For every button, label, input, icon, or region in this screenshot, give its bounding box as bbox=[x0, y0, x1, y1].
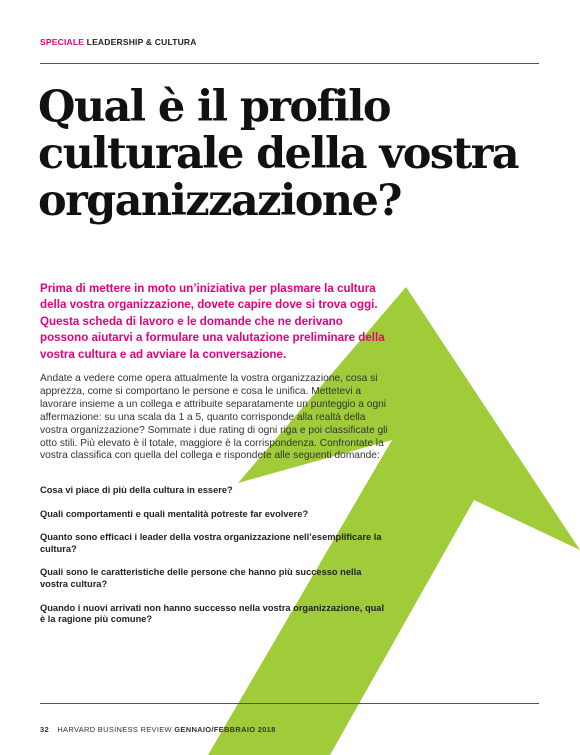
section-label bbox=[40, 37, 197, 47]
publication-name: HARVARD BUSINESS REVIEW bbox=[57, 725, 172, 734]
question-item: Quali sono le caratteristiche delle persone che hanno più successo nella vostra cultura? bbox=[40, 567, 362, 589]
question-item: Quanto sono efficaci i leader della vostra organizzazione nell’esemplificare la cultura? bbox=[40, 532, 382, 554]
title-line-1: Qual è il profilo bbox=[38, 82, 390, 132]
lead-paragraph: Prima di mettere in moto un’iniziativa per plasmare la cultura della vostra organizzazione, dovete capire dove si trova oggi. Questa scheda di lavoro e le domande che ne derivano possono aiutarvi a formulare una valutazione preliminare della vostra cultura e ad avviare la conversazione. bbox=[40, 282, 385, 361]
body-paragraph: Andate a vedere come opera attualmente la vostra organizzazione, cosa si apprezza, come si comportano le persone e cosa le unifica. Mettetevi a lavorare insieme a un collega e attribuite separatamente un punteggio a ogni affermazione: su una scala da 1 a 5, quanto corrisponde alla realtà della vostra organizzazione? Sommate i due rating di ogni riga e poi classificate gli otto stili. Più elevato è il totale, maggiore è la corrispondenza. Confrontate la vostra classifica con quella del collega e rispondete alle seguenti domande: bbox=[40, 373, 388, 462]
section-name: LEADERSHIP & CULTURA bbox=[86, 37, 197, 47]
title-line-2: culturale della vostra bbox=[38, 129, 519, 179]
section-accent: SPECIALE bbox=[40, 37, 85, 47]
page-footer bbox=[40, 725, 276, 734]
bottom-divider bbox=[40, 703, 539, 704]
issue-date: GENNAIO/FEBBRAIO 2018 bbox=[174, 725, 276, 734]
page-title bbox=[38, 84, 558, 225]
question-list bbox=[40, 485, 390, 638]
page-number: 32 bbox=[40, 725, 49, 734]
question-item: Quando i nuovi arrivati non hanno successo nella vostra organizzazione, qual è la ragione più comune? bbox=[40, 602, 385, 625]
question-item: Quali comportamenti e quali mentalità potreste far evolvere? bbox=[40, 508, 309, 519]
title-line-3: organizzazione? bbox=[38, 176, 401, 226]
top-divider bbox=[40, 63, 539, 64]
question-item: Cosa vi piace di più della cultura in essere? bbox=[40, 485, 233, 495]
